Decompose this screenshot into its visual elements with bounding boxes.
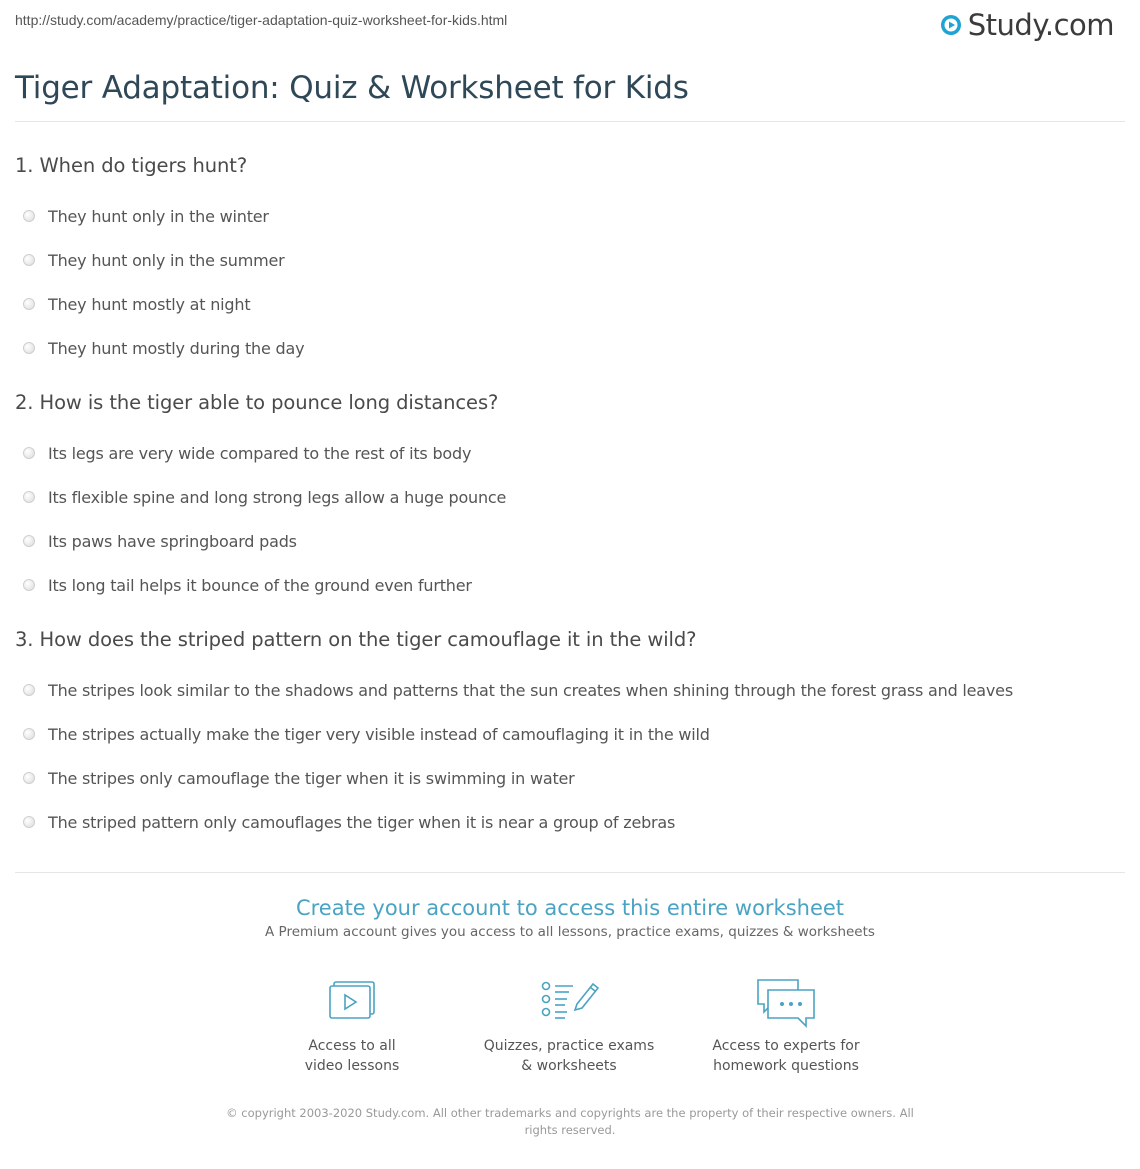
radio-button[interactable]	[23, 772, 35, 784]
answer-label: They hunt only in the winter	[48, 206, 269, 226]
radio-button[interactable]	[23, 210, 35, 222]
question-title: 2. How is the tiger able to pounce long distances?	[15, 391, 499, 414]
feature-experts	[686, 976, 886, 1076]
feature-label: video lessons	[304, 1058, 400, 1074]
radio-button[interactable]	[23, 491, 35, 503]
answer-option[interactable]	[23, 756, 1125, 800]
answer-label: The striped pattern only camouflages the tiger when it is near a group of zebras	[48, 812, 676, 832]
question-title: 3. How does the striped pattern on the tiger camouflage it in the wild?	[15, 628, 697, 651]
answer-label: They hunt mostly at night	[48, 294, 251, 314]
signup-cta	[0, 892, 1140, 940]
radio-button[interactable]	[23, 728, 35, 740]
radio-button[interactable]	[23, 254, 35, 266]
chat-bubbles-icon	[754, 976, 818, 1028]
top-bar	[0, 0, 1140, 52]
answer-option[interactable]	[23, 712, 1125, 756]
logo-text: Study.com	[967, 8, 1114, 42]
question-list	[15, 152, 1125, 863]
question-2	[15, 389, 1125, 607]
radio-button[interactable]	[23, 298, 35, 310]
quiz-checklist-icon	[537, 976, 601, 1028]
question-3	[15, 626, 1125, 844]
cta-link[interactable]: Create your account to access this entire worksheet	[295, 896, 845, 920]
title-divider	[15, 121, 1125, 122]
answer-label: The stripes actually make the tiger very visible instead of camouflaging it in the wild	[48, 724, 710, 744]
page-title: Tiger Adaptation: Quiz & Worksheet for Kids	[15, 70, 689, 106]
question-1	[15, 152, 1125, 370]
feature-label: homework questions	[713, 1058, 859, 1074]
feature-label: & worksheets	[521, 1058, 617, 1074]
feature-quizzes	[469, 976, 669, 1076]
feature-label: Access to all	[308, 1038, 396, 1054]
cta-subtitle: A Premium account gives you access to all lessons, practice exams, quizzes & worksheets	[265, 924, 875, 940]
answer-option[interactable]	[23, 800, 1125, 844]
answer-option[interactable]	[23, 519, 1125, 563]
answer-label: Its flexible spine and long strong legs allow a huge pounce	[48, 487, 507, 507]
play-circle-icon	[940, 14, 962, 36]
answer-option[interactable]	[23, 563, 1125, 607]
answer-option[interactable]	[23, 282, 1125, 326]
answer-option[interactable]	[23, 431, 1125, 475]
radio-button[interactable]	[23, 342, 35, 354]
feature-label: Quizzes, practice exams	[483, 1038, 655, 1054]
answer-option[interactable]	[23, 668, 1125, 712]
answer-label: They hunt only in the summer	[48, 250, 285, 270]
answer-label: The stripes only camouflage the tiger when it is swimming in water	[48, 768, 575, 788]
radio-button[interactable]	[23, 447, 35, 459]
answer-option[interactable]	[23, 194, 1125, 238]
radio-button[interactable]	[23, 535, 35, 547]
answer-label: The stripes look similar to the shadows and patterns that the sun creates when shining through the forest grass and leaves	[48, 680, 1013, 700]
copyright-notice: © copyright 2003-2020 Study.com. All other trademarks and copyrights are the property of their respective owners. All rights reserved.	[226, 1106, 914, 1137]
page-url[interactable]: http://study.com/academy/practice/tiger-adaptation-quiz-worksheet-for-kids.html	[15, 12, 508, 28]
study-logo[interactable]	[940, 8, 1114, 42]
question-title: 1. When do tigers hunt?	[15, 154, 248, 177]
answer-label: Its long tail helps it bounce of the ground even further	[48, 575, 472, 595]
radio-button[interactable]	[23, 579, 35, 591]
answer-label: Its legs are very wide compared to the rest of its body	[48, 443, 472, 463]
cta-divider	[15, 872, 1125, 873]
feature-label: Access to experts for	[712, 1038, 860, 1054]
answer-option[interactable]	[23, 238, 1125, 282]
feature-video-lessons	[252, 976, 452, 1076]
video-lessons-icon	[320, 976, 384, 1028]
answer-label: Its paws have springboard pads	[48, 531, 297, 551]
radio-button[interactable]	[23, 684, 35, 696]
answer-option[interactable]	[23, 326, 1125, 370]
radio-button[interactable]	[23, 816, 35, 828]
answer-label: They hunt mostly during the day	[48, 338, 305, 358]
answer-option[interactable]	[23, 475, 1125, 519]
